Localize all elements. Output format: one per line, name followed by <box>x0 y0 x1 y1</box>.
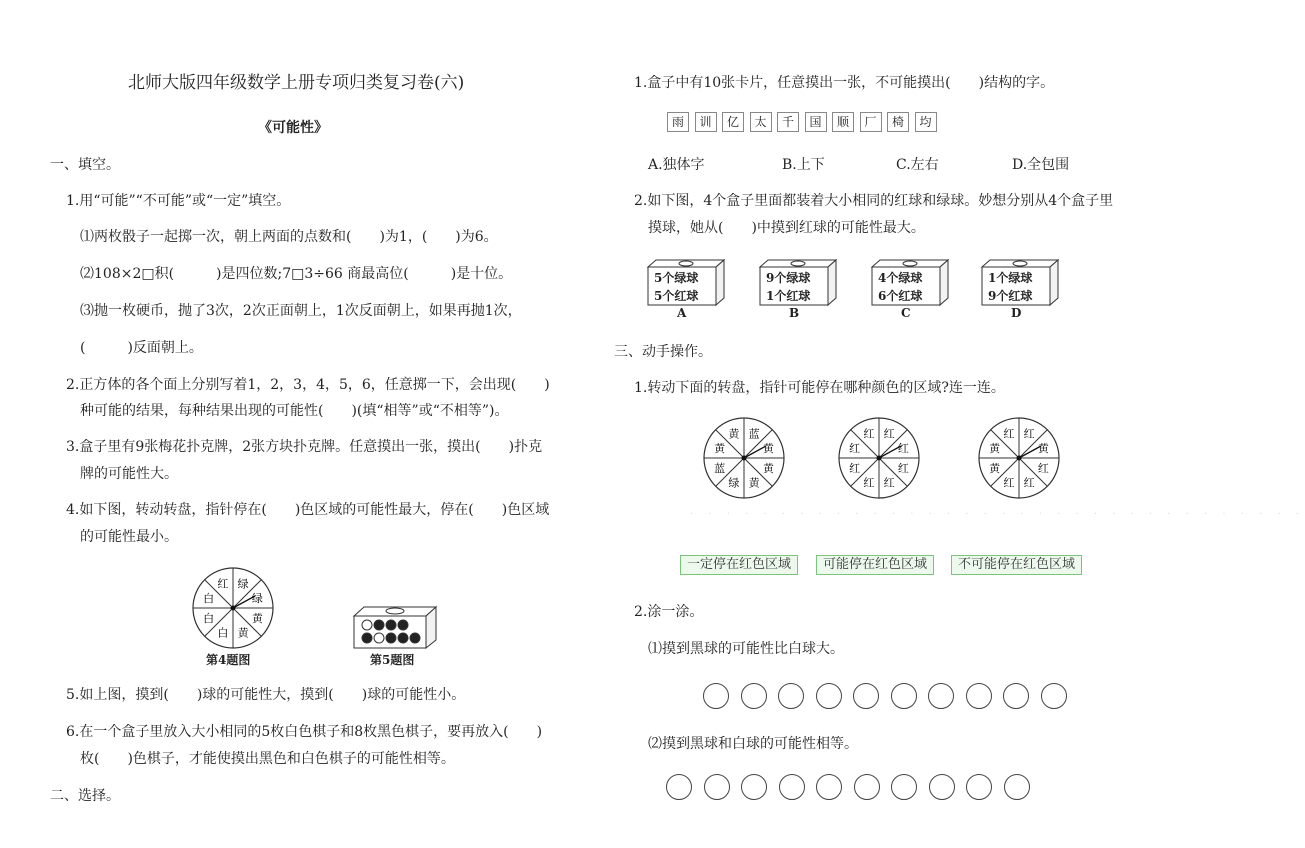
character-card: 椅 <box>887 112 909 132</box>
paint-circle[interactable] <box>966 683 992 709</box>
box-caption: C <box>901 306 911 320</box>
box-caption: A <box>677 306 687 320</box>
spinner-1 <box>702 416 786 500</box>
box-caption: D <box>1011 306 1022 320</box>
question-4b: 的可能性最小。 <box>80 529 178 545</box>
choice-1-option-b: B.上下 <box>782 157 825 173</box>
operation-2-2: ⑵摸到黑球和白球的可能性相等。 <box>648 736 858 752</box>
paint-circle[interactable] <box>703 683 729 709</box>
spinner-3-sector-label: 红 <box>1023 427 1035 441</box>
paint-circle[interactable] <box>704 774 730 800</box>
spinner-3-sector-label: 红 <box>1037 462 1049 476</box>
spinner-3-sector-label: 黄 <box>989 462 1001 476</box>
operation-1: 1.转动下面的转盘，指针可能停在哪种颜色的区域?连一连。 <box>634 380 1005 396</box>
paint-circle[interactable] <box>891 774 917 800</box>
paint-circle[interactable] <box>816 774 842 800</box>
figure-4-spinner-sector-label: 白 <box>203 612 215 626</box>
figure-4-spinner-sector-label: 红 <box>217 577 229 591</box>
choice-1-option-c: C.左右 <box>896 157 939 173</box>
spinner-3-center <box>1017 456 1022 461</box>
option-certain-red[interactable]: 一定停在红色区域 <box>680 555 798 575</box>
paint-circle[interactable] <box>778 683 804 709</box>
paint-circle[interactable] <box>928 683 954 709</box>
box-green-count: 1个绿球 <box>988 271 1033 285</box>
paint-circle[interactable] <box>929 774 955 800</box>
paint-circle[interactable] <box>666 774 692 800</box>
character-card: 亿 <box>722 112 744 132</box>
spinner-2-sector-label: 红 <box>863 476 875 490</box>
figure-4-spinner-sector-label: 白 <box>217 626 229 640</box>
question-6a: 6.在一个盒子里放入大小相同的5枚白色棋子和8枚黑色棋子，要再放入( ) <box>66 724 543 740</box>
ball-box <box>980 258 1060 320</box>
box-green-count: 9个绿球 <box>766 271 811 285</box>
spinner-1-sector-label: 黄 <box>748 476 760 490</box>
figure-5-ball-box <box>352 604 438 650</box>
question-2b: 种可能的结果，每种结果出现的可能性( )(填“相等”或“不相等”)。 <box>80 403 509 419</box>
question-1-3b: ( )反面朝上。 <box>80 340 203 356</box>
paint-circle[interactable] <box>853 683 879 709</box>
spinner-3-sector-label: 黄 <box>1037 441 1049 455</box>
choice-1-option-a: A.独体字 <box>648 157 705 173</box>
spinner-1-sector-label: 蓝 <box>714 462 726 476</box>
figure-4-spinner-sector-label: 黄 <box>237 626 249 640</box>
spinner-3 <box>977 416 1061 500</box>
question-1-2: ⑵108×2□积( )是四位数;7□3÷66 商最高位( )是十位。 <box>80 266 513 282</box>
paint-circle[interactable] <box>891 683 917 709</box>
box-red-count: 6个红球 <box>878 289 923 303</box>
operation-2: 2.涂一涂。 <box>634 604 704 620</box>
spinner-2 <box>837 416 921 500</box>
box-green-count: 4个绿球 <box>878 271 923 285</box>
spinner-1-center <box>742 456 747 461</box>
choice-1: 1.盒子中有10张卡片，任意摸出一张，不可能摸出( )结构的字。 <box>634 75 1055 91</box>
box-caption: B <box>789 306 800 320</box>
spinner-2-sector-label: 红 <box>883 427 895 441</box>
paint-circle[interactable] <box>1004 774 1030 800</box>
character-card: 厂 <box>860 112 882 132</box>
question-6b: 枚( )色棋子，才能使摸出黑色和白色棋子的可能性相等。 <box>80 751 455 767</box>
spinner-2-sector-label: 红 <box>863 427 875 441</box>
paint-circle[interactable] <box>741 683 767 709</box>
character-card: 顺 <box>832 112 854 132</box>
question-1: 1.用“可能”“不可能”或“一定”填空。 <box>66 193 291 209</box>
figure-4-caption: 第4题图 <box>206 653 251 667</box>
paint-circle[interactable] <box>816 683 842 709</box>
spinner-1-sector-label: 黄 <box>762 441 774 455</box>
operation-2-1: ⑴摸到黑球的可能性比白球大。 <box>648 641 844 657</box>
spinner-2-sector-label: 红 <box>849 462 861 476</box>
figure-4-spinner-sector-label: 白 <box>203 591 215 605</box>
question-2a: 2.正方体的各个面上分别写着1，2，3，4，5，6，任意掷一下，会出现( ) <box>66 377 550 393</box>
paint-circle[interactable] <box>741 774 767 800</box>
spinner-2-sector-label: 红 <box>897 462 909 476</box>
ball-box <box>870 258 950 320</box>
question-3a: 3.盒子里有9张梅花扑克牌，2张方块扑克牌。任意摸出一张，摸出( )扑克 <box>66 439 543 455</box>
character-card: 均 <box>915 112 937 132</box>
paint-circle[interactable] <box>1003 683 1029 709</box>
choice-2a: 2.如下图，4个盒子里面都装着大小相同的红球和绿球。妙想分别从4个盒子里 <box>634 193 1114 209</box>
option-impossible-red[interactable]: 不可能停在红色区域 <box>951 555 1082 575</box>
ball-box <box>646 258 726 320</box>
character-card: 太 <box>750 112 772 132</box>
choice-2b: 摸球，她从( )中摸到红球的可能性最大。 <box>648 220 925 236</box>
character-card: 雨 <box>667 112 689 132</box>
spinner-1-sector-label: 蓝 <box>748 427 760 441</box>
figure-4-spinner-center <box>231 606 236 611</box>
character-card: 国 <box>805 112 827 132</box>
box-red-count: 1个红球 <box>766 289 811 303</box>
spinner-1-sector-label: 绿 <box>728 476 740 490</box>
figure-4-spinner <box>191 566 275 650</box>
character-card: 训 <box>695 112 717 132</box>
spinner-3-sector-label: 红 <box>1023 476 1035 490</box>
section-choice: 二、选择。 <box>50 788 120 804</box>
spinner-2-sector-label: 红 <box>849 441 861 455</box>
box-green-count: 5个绿球 <box>654 271 699 285</box>
question-1-3a: ⑶抛一枚硬币，抛了3次，2次正面朝上，1次反面朝上，如果再抛1次， <box>80 303 522 319</box>
question-4a: 4.如下图，转动转盘，指针停在( )色区域的可能性最大，停在( )色区域 <box>66 502 550 518</box>
section-fill-blank: 一、填空。 <box>50 157 120 173</box>
question-1-1: ⑴两枚骰子一起掷一次，朝上两面的点数和( )为1，( )为6。 <box>80 229 498 245</box>
section-hands-on: 三、动手操作。 <box>614 344 712 360</box>
spinner-1-sector-label: 黄 <box>714 441 726 455</box>
figure-4-spinner-sector-label: 绿 <box>237 577 249 591</box>
question-3b: 牌的可能性大。 <box>80 466 178 482</box>
ball-box <box>758 258 838 320</box>
option-possible-red[interactable]: 可能停在红色区域 <box>816 555 934 575</box>
character-card: 千 <box>777 112 799 132</box>
spinner-2-center <box>877 456 882 461</box>
box-red-count: 5个红球 <box>654 289 699 303</box>
spinner-3-sector-label: 黄 <box>989 441 1001 455</box>
paint-circle[interactable] <box>854 774 880 800</box>
spinner-2-sector-label: 红 <box>897 441 909 455</box>
choice-1-option-d: D.全包围 <box>1012 157 1070 173</box>
question-5: 5.如上图，摸到( )球的可能性大，摸到( )球的可能性小。 <box>66 687 466 703</box>
spinner-2-sector-label: 红 <box>883 476 895 490</box>
box-red-count: 9个红球 <box>988 289 1033 303</box>
figure-4-spinner-sector-label: 绿 <box>251 591 263 605</box>
spinner-3-sector-label: 红 <box>1003 427 1015 441</box>
paint-circle[interactable] <box>779 774 805 800</box>
spinner-1-sector-label: 黄 <box>762 462 774 476</box>
spinner-3-sector-label: 红 <box>1003 476 1015 490</box>
page-title: 北师大版四年级数学上册专项归类复习卷(六) <box>128 73 465 93</box>
page-subtitle: 《可能性》 <box>258 120 328 136</box>
paint-circle[interactable] <box>1041 683 1067 709</box>
spinner-1-sector-label: 黄 <box>728 427 740 441</box>
dotted-separator: · · · · · · · · · · · · · · · · · · · · · · · · · · · · · · · · · · <box>690 509 1305 520</box>
figure-4-spinner-sector-label: 黄 <box>251 612 263 626</box>
paint-circle[interactable] <box>966 774 992 800</box>
figure-5-caption: 第5题图 <box>370 653 415 667</box>
